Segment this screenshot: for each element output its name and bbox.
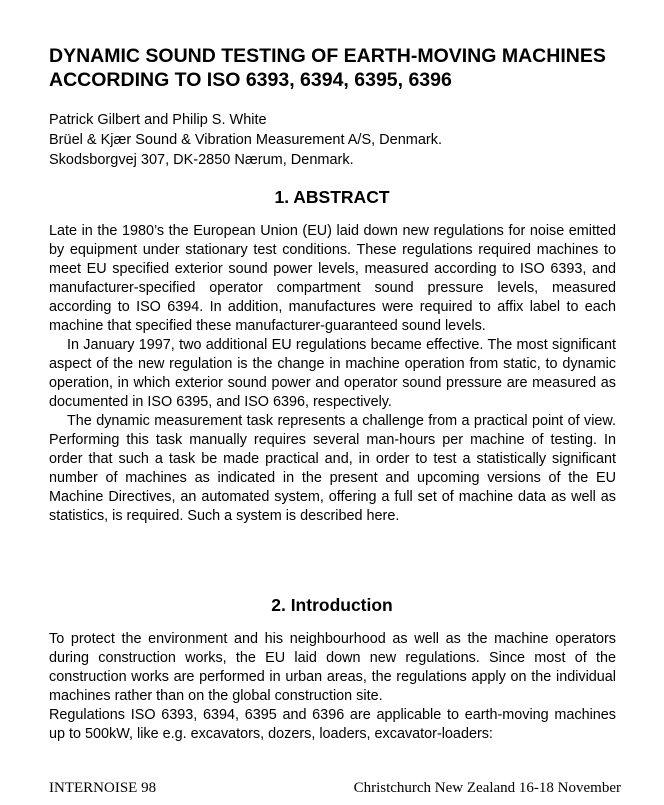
affiliation: Brüel & Kjær Sound & Vibration Measurement A/S, Denmark. [49, 132, 443, 148]
abstract-paragraph: Late in the 1980’s the European Union (EU) laid down new regulations for noise emitted by equipment under stationary test conditions. These regulations required machines to meet EU specified exterior sound power levels, measured according to ISO 6393, and manufacturer-specified operator compartment sound pressure levels, measured according to ISO 6394. In addition, manufactures were required to affix label to each machine that specified these manufacturer-guaranteed sound levels. [49, 223, 616, 334]
introduction-paragraph: To protect the environment and his neighbourhood as well as the machine operators during construction works, the EU laid down new regulations. Since most of the construction works are performed in urban areas, the regulations apply on the individual machines rather than on the global construction site. [49, 631, 616, 704]
page-footer [49, 779, 621, 797]
address: Skodsborgvej 307, DK-2850 Nærum, Denmark. [49, 152, 354, 168]
footer-location-date: Christchurch New Zealand 16-18 November [353, 780, 621, 796]
abstract-heading: 1. ABSTRACT [274, 187, 390, 207]
abstract-body [49, 222, 616, 526]
introduction-heading: 2. Introduction [271, 595, 393, 615]
author-block [49, 110, 639, 170]
abstract-paragraph: In January 1997, two additional EU regulations became effective. The most significant aspect of the new regulation is the change in machine operation from static, to dynamic operation, in which exterior sound power and operator sound pressure are measured as documented in ISO 6395, and ISO 6396, respectively. [49, 337, 616, 410]
introduction-paragraph: Regulations ISO 6393, 6394, 6395 and 6396 are applicable to earth-moving machines up to 500kW, like e.g. excavators, dozers, loaders, excavator-loaders: [49, 707, 616, 742]
introduction-body [49, 630, 616, 744]
title-line-1: DYNAMIC SOUND TESTING OF EARTH-MOVING MACHINES [49, 45, 606, 67]
title-line-2: ACCORDING TO ISO 6393, 6394, 6395, 6396 [49, 69, 452, 91]
footer-conference: INTERNOISE 98 [49, 780, 157, 796]
abstract-paragraph: The dynamic measurement task represents a challenge from a practical point of view. Performing this task manually requires several man-hours per machine of testing. In order that such a task be made practical and, in order to test a statistically significant number of machines as indicated in the present and upcoming versions of the EU Machine Directives, an automated system, offering a full set of machine data as well as statistics, is required. Such a system is described here. [49, 413, 616, 524]
paper-title [49, 44, 639, 92]
authors: Patrick Gilbert and Philip S. White [49, 112, 267, 128]
